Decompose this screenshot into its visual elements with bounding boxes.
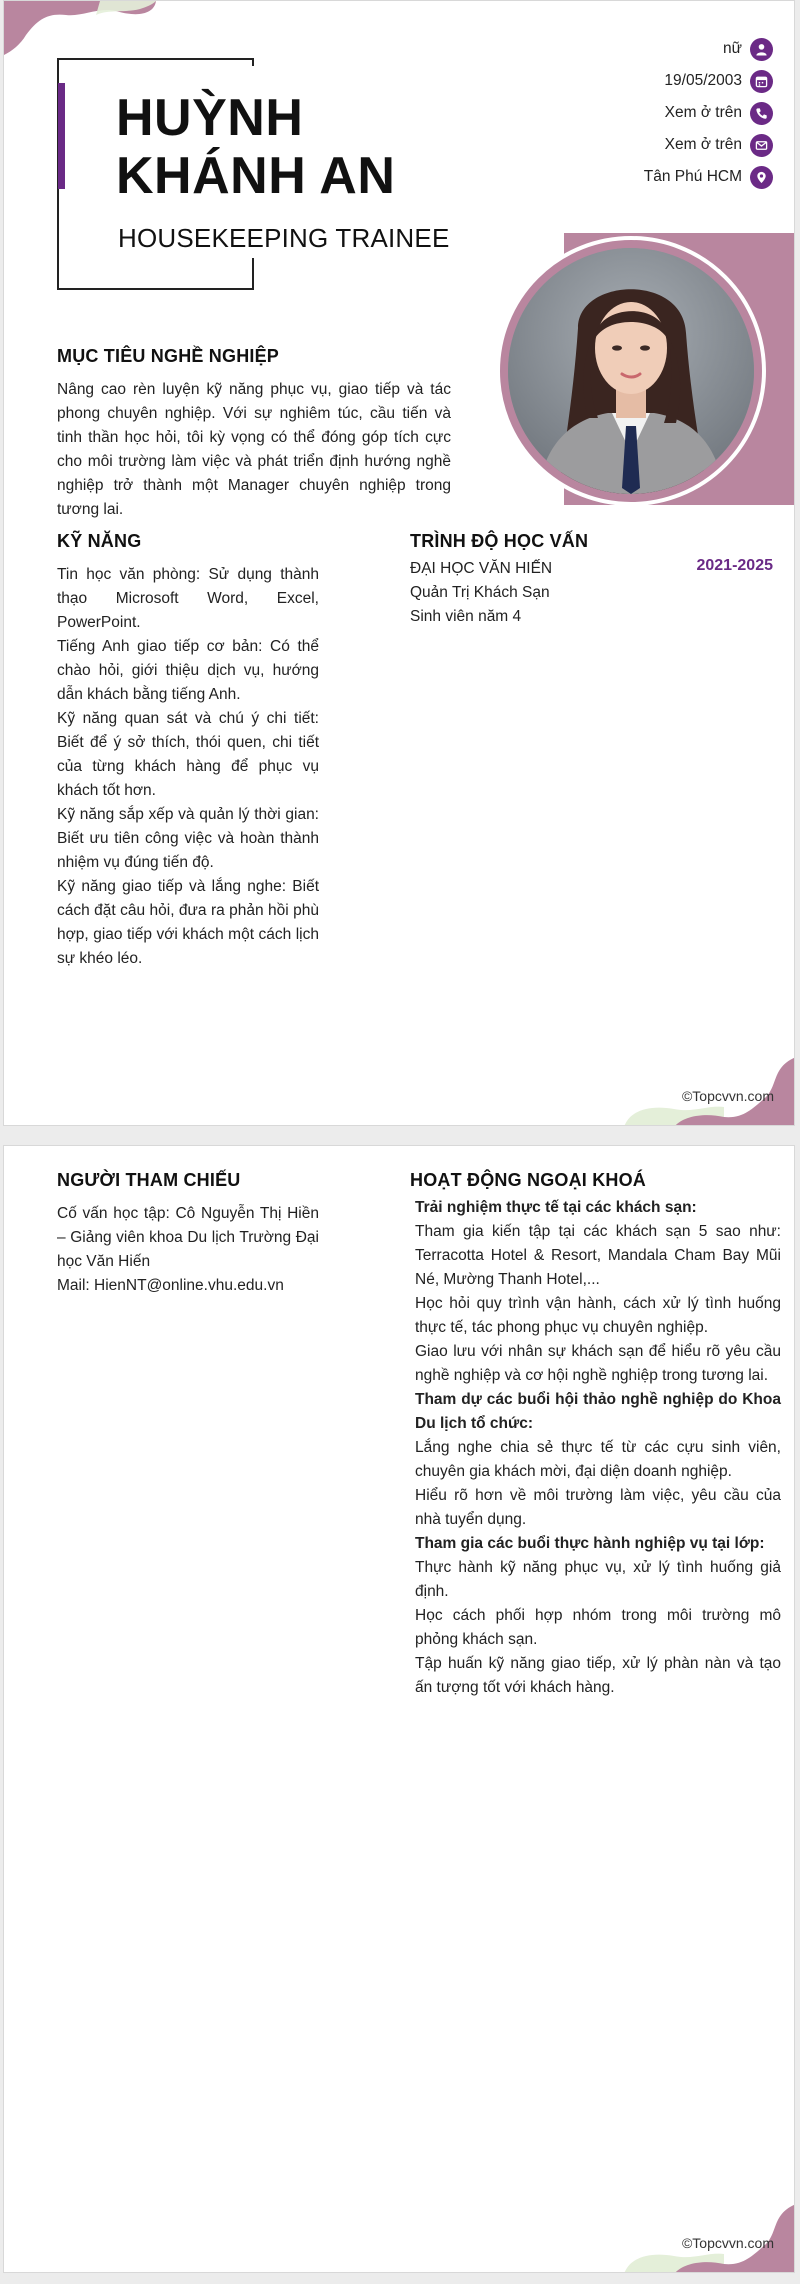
- mail-icon: [750, 134, 773, 157]
- list-item: Tham gia kiến tập tại các khách sạn 5 sao như: Terracotta Hotel & Resort, Mandala Cham Bay Mũi Né, Mường Thanh Hotel,...: [415, 1223, 781, 1288]
- objective-title: MỤC TIÊU NGHỀ NGHIỆP: [57, 346, 280, 366]
- list-item: Tiếng Anh giao tiếp cơ bản: Có thể chào hỏi, giới thiệu dịch vụ, hướng dẫn khách bằng tiếng Anh.: [57, 638, 319, 703]
- contact-list: [644, 33, 773, 193]
- skills-title: KỸ NĂNG: [57, 531, 142, 551]
- list-item: Giao lưu với nhân sự khách sạn để hiểu rõ yêu cầu nghề nghiệp và cơ hội nghề nghiệp trong tương lai.: [415, 1343, 781, 1384]
- list-item: Kỹ năng quan sát và chú ý chi tiết: Biết để ý sở thích, thói quen, chi tiết của từng khách hàng để phục vụ khách tốt hơn.: [57, 710, 319, 799]
- list-item: Kỹ năng sắp xếp và quản lý thời gian: Biết ưu tiên công việc và hoàn thành nhiệm vụ đúng tiến độ.: [57, 806, 319, 871]
- full-name: HUỲNH KHÁNH AN: [116, 89, 396, 205]
- objective-text: Nâng cao rèn luyện kỹ năng phục vụ, giao tiếp và tác phong chuyên nghiệp. Với sự nghiêm túc, cầu tiến và tinh thần học hỏi, tôi kỳ vọng có thể đóng góp tích cực cho môi trường làm việc và phát triển định hướng nghề nghiệp trở thành một Manager chuyên nghiệp trong tương lai.: [57, 381, 451, 518]
- user-icon: [750, 38, 773, 61]
- contact-email: Xem ở trên: [644, 129, 773, 161]
- contact-address: Tân Phú HCM: [644, 161, 773, 193]
- activities-list: [415, 1196, 781, 1700]
- list-item: Học cách phối hợp nhóm trong môi trường mô phỏng khách sạn.: [415, 1607, 781, 1648]
- education-details: [410, 557, 552, 629]
- phone-icon: [750, 102, 773, 125]
- education-period: 2021-2025: [696, 557, 773, 574]
- contact-phone: Xem ở trên: [644, 97, 773, 129]
- watermark: ©Topcvvn.com: [681, 1088, 774, 1104]
- study-year: Sinh viên năm 4: [410, 608, 522, 625]
- list-item: Hiểu rõ hơn về môi trường làm việc, yêu cầu của nhà tuyển dụng.: [415, 1487, 781, 1528]
- profile-photo: [508, 248, 754, 494]
- school-name: ĐẠI HỌC VĂN HIẾN: [410, 560, 553, 577]
- contact-birthday: 19/05/2003: [644, 65, 773, 97]
- reference-line: Cố vấn học tập: Cô Nguyễn Thị Hiền – Giảng viên khoa Du lịch Trường Đại học Văn Hiến: [57, 1205, 319, 1270]
- activity-heading: Tham gia các buổi thực hành nghiệp vụ tại lớp:: [415, 1535, 765, 1552]
- reference-email: Mail: HienNT@online.vhu.edu.vn: [57, 1277, 284, 1294]
- watermark: ©Topcvvn.com: [681, 2235, 774, 2251]
- skills-list: [57, 563, 319, 971]
- top-left-decoration: [4, 1, 164, 57]
- activities-title: HOẠT ĐỘNG NGOẠI KHOÁ: [410, 1170, 646, 1190]
- list-item: Học hỏi quy trình vận hành, cách xử lý tình huống thực tế, tác phong phục vụ chuyên nghiệp.: [415, 1295, 781, 1336]
- references-list: [57, 1202, 319, 1298]
- calendar-icon: [750, 70, 773, 93]
- activity-heading: Trải nghiệm thực tế tại các khách sạn:: [415, 1199, 697, 1216]
- name-accent-bar: [58, 83, 65, 189]
- cv-page-1: [3, 0, 795, 1126]
- education-title: TRÌNH ĐỘ HỌC VẤN: [410, 531, 589, 551]
- list-item: Tập huấn kỹ năng giao tiếp, xử lý phàn nàn và tạo ấn tượng tốt với khách hàng.: [415, 1655, 781, 1696]
- list-item: Tin học văn phòng: Sử dụng thành thạo Microsoft Word, Excel, PowerPoint.: [57, 566, 319, 631]
- activity-heading: Tham dự các buổi hội thảo nghề nghiệp do Khoa Du lịch tổ chức:: [415, 1391, 781, 1432]
- references-title: NGƯỜI THAM CHIẾU: [57, 1170, 241, 1190]
- job-title: HOUSEKEEPING TRAINEE: [118, 223, 450, 253]
- list-item: Kỹ năng giao tiếp và lắng nghe: Biết cách đặt câu hỏi, đưa ra phản hồi phù hợp, giao tiếp với khách một cách lịch sự khéo léo.: [57, 878, 319, 967]
- major: Quản Trị Khách Sạn: [410, 584, 550, 601]
- contact-gender: nữ: [644, 33, 773, 65]
- list-item: Thực hành kỹ năng phục vụ, xử lý tình huống giả định.: [415, 1559, 781, 1600]
- cv-page-2: [3, 1145, 795, 2273]
- list-item: Lắng nghe chia sẻ thực tế từ các cựu sinh viên, chuyên gia khách mời, đại diện doanh nghiệp.: [415, 1439, 781, 1480]
- location-icon: [750, 166, 773, 189]
